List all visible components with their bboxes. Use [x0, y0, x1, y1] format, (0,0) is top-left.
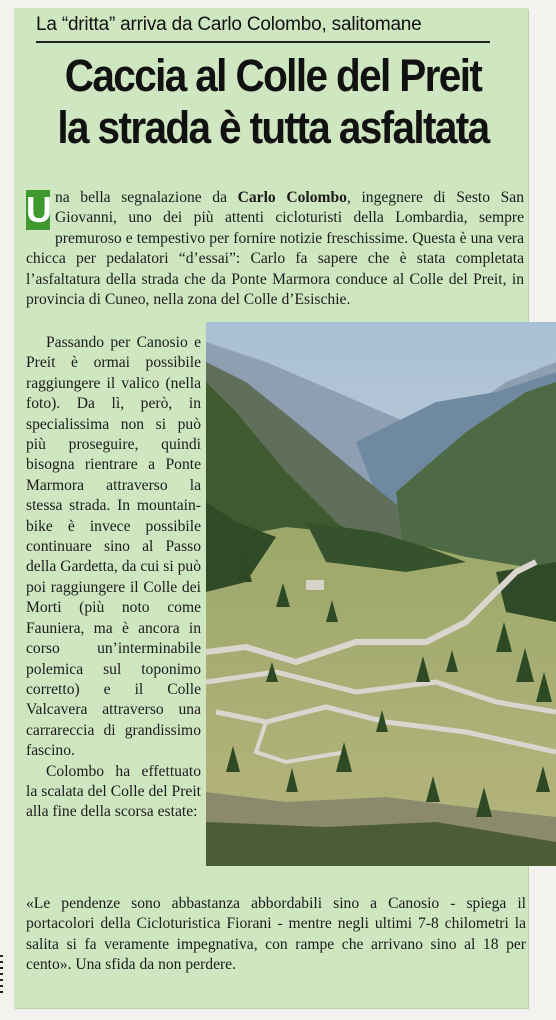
lead-text-start: na bella segnalazione da: [55, 189, 238, 206]
photo-illustration: [206, 322, 556, 866]
closing-paragraph: «Le pendenze sono abbastanza abbordabili sino a Canosio - spiega il portacolori della Cicloturistica Fiorani - mentre negli ultimi 7-8 chilometri la salita si fa veramente impegnativa, con rampe che arrivano sino al 18 per cento». Una sfida da non perdere.: [26, 895, 526, 974]
lead-paragraph: [26, 188, 524, 310]
mountain-road-photo: [206, 322, 556, 866]
body-column: [26, 333, 201, 823]
lead-text-end: , ingegnere di Sesto San Giovanni, uno dei più attenti cicloturisti della Lombardia, sempre premuroso e tempestivo per fornire notizie freschissime. Questa è una vera chicca per pedalatori “d’essai”: Carlo fa sapere che è stata completata l’asfaltatura della strada che da Ponte Marmora conduce al Colle del Preit, in provincia di Cuneo, nella zona del Colle d’Esischie.: [26, 189, 524, 309]
headline-line-2: la strada è tutta asfaltata: [57, 102, 489, 153]
author-name: Carlo Colombo: [237, 189, 347, 206]
headline: [44, 50, 503, 154]
column-paragraph-2: Colombo ha effettuato la scalata del Colle del Preit alla fine della scorsa estate:: [26, 762, 201, 821]
kicker: La “dritta” arriva da Carlo Colombo, salitomane: [36, 14, 422, 35]
kicker-divider: [36, 41, 490, 43]
page-edge-mark: [0, 955, 3, 995]
headline-line-1: Caccia al Colle del Preit: [64, 50, 482, 101]
dropcap: U: [26, 189, 52, 230]
column-paragraph-1: Passando per Canosio e Preit è ormai possibile raggiungere il valico (nella foto). Da lì, però, in specialissima non si può più proseguire, quindi bisogna rientrare a Ponte Marmora attraverso la stessa strada. In mountain-bike è invece possibile continuare sino al Passo della Gardetta, da cui si può poi raggiungere il Colle dei Morti (più noto come Fauniera, ma è ancora in corso un’interminabile polemica sul toponimo corretto) e il Colle Valcavera attraverso una carrareccia di grandissimo fascino.: [26, 334, 201, 760]
